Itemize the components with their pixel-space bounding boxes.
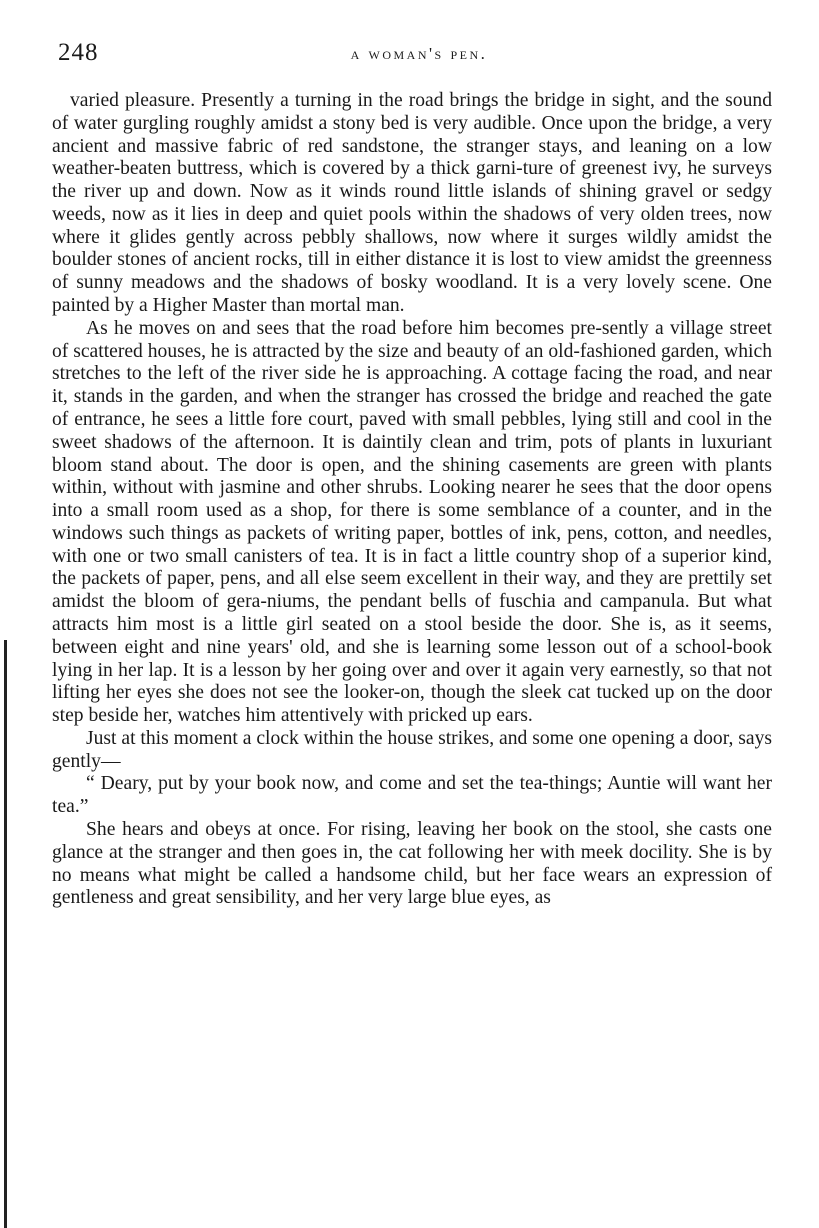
paragraph-1: varied pleasure. Presently a turning in the road brings the bridge in sight, and the sound of water gurgling roughly amidst a stony bed is very audible. Once upon the bridge, a very ancient and massive fabric of red sandstone, the stranger stays, and leaning on a low weather-beaten buttress, which is covered by a thick garni-ture of greenest ivy, he surveys the river up and down. Now as it winds round little islands of shining gravel or sedgy weeds, now as it lies in deep and quiet pools within the shadows of very olden trees, now where it glides gently across pebbly shallows, now where it surges wildly amidst the boulder stones of ancient rocks, till in either distance it is lost to view amidst the greenness of sunny meadows and the shadows of bosky woodland. It is a very lovely scene. One painted by a Higher Master than mortal man. [52,90,772,317]
paragraph-5: She hears and obeys at once. For rising, leaving her book on the stool, she casts one glance at the stranger and then goes in, the cat following her with meek docility. She is by no means what might be called a handsome child, but her face wears an expression of gentleness and great sensibility, and her very large blue eyes, as [52,819,772,909]
paragraph-4: “ Deary, put by your book now, and come and set the tea-things; Auntie will want her tea.” [52,773,772,818]
margin-rule [4,640,7,1228]
paragraph-2: As he moves on and sees that the road before him becomes pre-sently a village street of scattered houses, he is attracted by the size and beauty of an old-fashioned garden, which stretches to the left of the river side he is approaching. A cottage facing the road, and near it, stands in the garden, and when the stranger has crossed the bridge and reached the gate of entrance, he sees a little fore court, paved with small pebbles, lying still and cool in the sweet shadows of the afternoon. It is daintily clean and trim, pots of plants in luxuriant bloom stand about. The door is open, and the shining casements are green with plants within, without with jasmine and other shrubs. Looking nearer he sees that the door opens into a small room used as a shop, for there is some semblance of a counter, and in the windows such things as packets of writing paper, bottles of ink, pens, cotton, and needles, with one or two small canisters of tea. It is in fact a little country shop of a superior kind, the packets of paper, pens, and all else seem excellent in their way, and they are prettily set amidst the bloom of gera-niums, the pendant bells of fuschia and campanula. But what attracts him most is a little girl seated on a stool beside the door. She is, as it seems, between eight and nine years' old, and she is learning some lesson out of a school-book lying in her lap. It is a lesson by her going over and over it again very earnestly, so that not lifting her eyes she does not see the looker-on, though the sleek cat tucked up on the door step beside her, watches him attentively with pricked up ears. [52,317,772,727]
page-header [58,38,780,72]
running-title: a woman's pen. [350,44,488,63]
page-number: 248 [58,39,99,66]
body-text [52,90,772,910]
paragraph-3: Just at this moment a clock within the house strikes, and some one opening a door, says gently— [52,727,772,772]
